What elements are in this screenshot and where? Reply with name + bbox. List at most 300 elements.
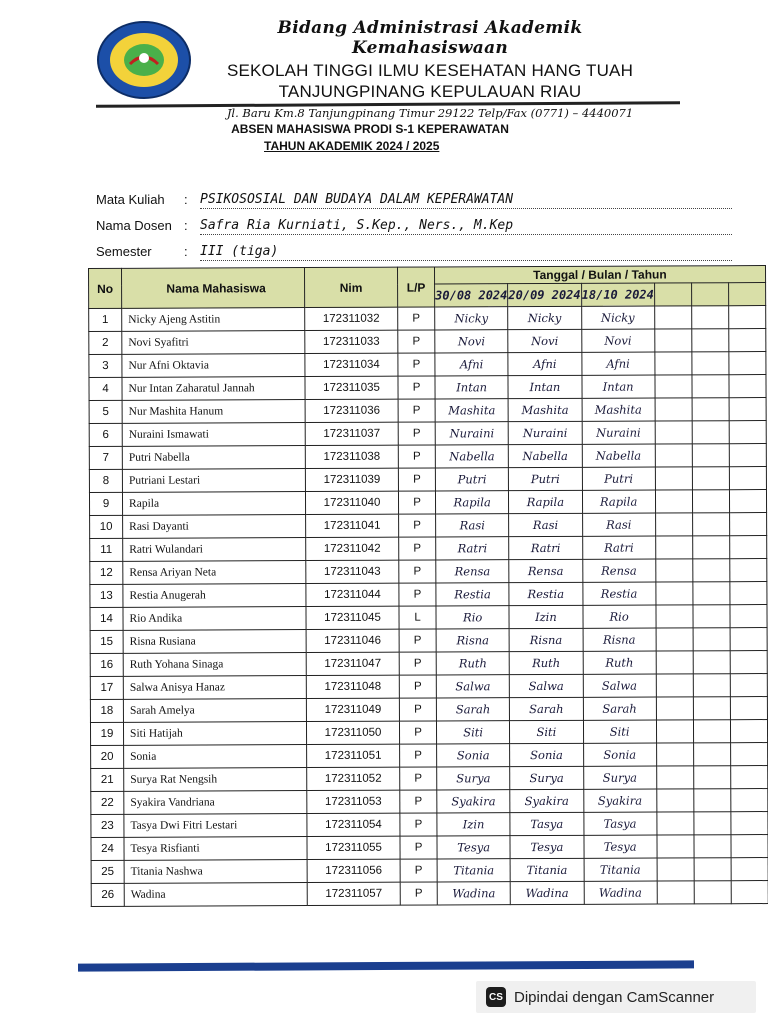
table-row [90,628,767,654]
row-number: 2 [89,331,122,354]
signature-date-2: Wadina [510,881,583,904]
empty-date-6 [729,467,766,490]
signature-date-2: Salwa [510,674,583,697]
table-row [91,858,768,884]
date-5 [691,283,728,306]
row-number: 15 [90,630,123,653]
student-name: Ratri Wulandari [123,538,306,562]
empty-date-4 [655,421,692,444]
semester-colon: : [184,244,188,259]
empty-date-4 [656,720,693,743]
col-lp-header: L/P [397,267,434,307]
empty-date-4 [655,329,692,352]
row-number: 16 [90,653,123,676]
student-name: Salwa Anisya Hanaz [123,676,306,700]
signature-date-1: Ruth [436,652,509,675]
empty-date-4 [656,651,693,674]
signature-date-2: Syakira [510,789,583,812]
student-gender: P [398,330,435,353]
row-number: 26 [91,883,124,906]
semester-row [96,244,279,259]
row-number: 6 [89,423,122,446]
row-number: 12 [90,561,123,584]
signature-date-2: Surya [510,766,583,789]
empty-date-4 [656,605,693,628]
lecturer-label: Nama Dosen [96,218,172,233]
signature-date-1: Siti [436,721,509,744]
student-name: Ruth Yohana Sinaga [123,653,306,677]
signature-date-1: Surya [437,767,510,790]
table-row [91,835,768,861]
empty-date-5 [692,467,729,490]
student-nim: 172311050 [306,721,399,744]
date-3: 18/10 2024 [581,283,654,306]
student-gender: P [400,767,437,790]
table-row [89,375,766,401]
student-nim: 172311053 [307,790,400,813]
student-nim: 172311034 [305,353,398,376]
attendance-rows [89,306,768,907]
student-nim: 172311037 [305,422,398,445]
signature-date-1: Rio [436,606,509,629]
row-number: 8 [89,469,122,492]
signature-date-2: Rensa [509,559,582,582]
empty-date-4 [657,812,694,835]
empty-date-5 [694,881,731,904]
student-gender: P [398,399,435,422]
student-gender: P [398,422,435,445]
empty-date-5 [693,720,730,743]
student-name: Nur Intan Zaharatul Jannah [122,377,305,401]
table-row [91,881,768,907]
student-name: Sarah Amelya [123,699,306,723]
signature-date-1: Rensa [436,560,509,583]
col-dates-header: Tanggal / Bulan / Tahun [434,266,765,284]
bureau-name: Bidang Administrasi Akademik Kemahasiswaan [277,18,583,58]
table-row [90,582,767,608]
student-name: Surya Rat Nengsih [124,768,307,792]
table-row [90,536,767,562]
date-4 [654,283,691,306]
signature-date-2: Intan [508,375,581,398]
signature-date-3: Siti [583,720,656,743]
empty-date-4 [655,375,692,398]
student-nim: 172311049 [306,698,399,721]
student-nim: 172311055 [307,836,400,859]
signature-date-1: Mashita [435,399,508,422]
signature-date-3: Rio [582,605,655,628]
signature-date-1: Ratri [436,537,509,560]
school-name: SEKOLAH TINGGI ILMU KESEHATAN HANG TUAH [226,61,634,80]
empty-date-6 [731,812,768,835]
signature-date-3: Intan [581,375,654,398]
empty-date-4 [656,766,693,789]
signature-date-3: Mashita [582,398,655,421]
signature-date-1: Restia [436,583,509,606]
empty-date-4 [655,536,692,559]
row-number: 3 [89,354,122,377]
student-nim: 172311039 [305,468,398,491]
student-name: Sonia [124,745,307,769]
student-nim: 172311043 [306,560,399,583]
signature-date-1: Izin [437,813,510,836]
empty-date-5 [693,651,730,674]
student-gender: P [399,721,436,744]
student-nim: 172311040 [305,491,398,514]
table-row [90,651,767,677]
empty-date-5 [693,559,730,582]
signature-date-1: Novi [435,330,508,353]
row-number: 18 [90,699,123,722]
student-nim: 172311041 [306,514,399,537]
signature-date-1: Nicky [435,307,508,330]
signature-date-3: Rensa [582,559,655,582]
signature-date-3: Titania [584,858,657,881]
empty-date-4 [655,467,692,490]
signature-date-2: Tesya [510,835,583,858]
signature-date-1: Wadina [437,882,510,905]
empty-date-5 [693,697,730,720]
empty-date-6 [729,490,766,513]
signature-date-3: Risna [583,628,656,651]
row-number: 13 [90,584,123,607]
student-gender: P [399,698,436,721]
col-no-header: No [89,268,122,308]
table-row [91,743,768,769]
student-nim: 172311042 [306,537,399,560]
student-gender: P [399,652,436,675]
table-row [89,398,766,424]
empty-date-4 [655,398,692,421]
signature-date-1: Sonia [437,744,510,767]
student-gender: P [398,491,435,514]
student-gender: P [398,445,435,468]
empty-date-6 [731,881,768,904]
empty-date-4 [657,881,694,904]
empty-date-6 [729,375,766,398]
signature-date-2: Tasya [510,812,583,835]
signature-date-2: Rapila [509,490,582,513]
scan-edge-bar [78,960,694,971]
student-nim: 172311045 [306,606,399,629]
empty-date-6 [730,743,767,766]
signature-date-3: Tesya [583,835,656,858]
empty-date-4 [657,835,694,858]
signature-date-1: Titania [437,859,510,882]
empty-date-4 [656,582,693,605]
signature-date-3: Nuraini [582,421,655,444]
student-name: Nuraini Ismawati [122,423,305,447]
row-number: 24 [91,837,124,860]
academic-year: TAHUN AKADEMIK 2024 / 2025 [264,139,440,153]
empty-date-4 [655,513,692,536]
empty-date-4 [656,674,693,697]
empty-date-4 [656,628,693,651]
student-nim: 172311047 [306,652,399,675]
signature-date-1: Putri [435,468,508,491]
signature-date-1: Risna [436,629,509,652]
camscanner-text: Dipindai dengan CamScanner [514,988,715,1006]
table-row [89,421,766,447]
signature-date-1: Afni [435,353,508,376]
student-name: Rio Andika [123,607,306,631]
table-row [89,306,766,332]
course-label: Mata Kuliah [96,192,165,207]
empty-date-6 [729,444,766,467]
student-nim: 172311048 [306,675,399,698]
student-gender: P [399,629,436,652]
date-6 [728,283,765,306]
empty-date-4 [655,444,692,467]
empty-date-5 [694,812,731,835]
student-gender: P [398,468,435,491]
lecturer-value: Safra Ria Kurniati, S.Kep., Ners., M.Kep [200,218,732,235]
signature-date-2: Rasi [509,513,582,536]
signature-date-3: Putri [582,467,655,490]
student-gender: P [399,537,436,560]
course-row [96,192,514,207]
table-row [89,352,766,378]
col-name-header: Nama Mahasiswa [122,268,305,309]
empty-date-5 [693,674,730,697]
table-row [89,490,766,516]
student-nim: 172311036 [305,399,398,422]
student-name: Siti Hatijah [123,722,306,746]
empty-date-6 [728,306,765,329]
student-name: Syakira Vandriana [124,791,307,815]
empty-date-4 [657,858,694,881]
camscanner-icon: CS [486,987,506,1007]
signature-date-1: Salwa [436,675,509,698]
signature-date-3: Ruth [583,651,656,674]
table-row [90,720,767,746]
signature-date-3: Restia [582,582,655,605]
row-number: 11 [90,538,123,561]
table-row [89,329,766,355]
empty-date-6 [730,559,767,582]
student-gender: P [400,744,437,767]
student-gender: L [399,606,436,629]
student-nim: 172311051 [307,744,400,767]
col-nim-header: Nim [305,267,398,307]
empty-date-6 [730,697,767,720]
signature-date-1: Rapila [435,491,508,514]
signature-date-2: Siti [510,720,583,743]
signature-date-2: Nicky [508,306,581,329]
student-nim: 172311044 [306,583,399,606]
empty-date-5 [693,766,730,789]
empty-date-4 [657,789,694,812]
empty-date-6 [730,605,767,628]
school-address: Jl. Baru Km.8 Tanjungpinang Timur 29122 Telp/Fax (0771) – 4440071 [226,106,634,120]
empty-date-6 [730,720,767,743]
signature-date-2: Izin [509,605,582,628]
student-gender: P [398,353,435,376]
signature-date-1: Tesya [437,836,510,859]
date-2: 20/09 2024 [508,283,581,306]
student-name: Putri Nabella [122,446,305,470]
signature-date-2: Sarah [510,697,583,720]
empty-date-6 [730,766,767,789]
table-row [90,697,767,723]
attendance-table [88,265,768,907]
row-number: 25 [91,860,124,883]
row-number: 10 [90,515,123,538]
semester-value: III (tiga) [200,244,732,261]
signature-date-3: Afni [581,352,654,375]
empty-date-5 [692,352,729,375]
table-row [90,559,767,585]
empty-date-4 [656,743,693,766]
student-gender: P [400,790,437,813]
student-name: Tasya Dwi Fitri Lestari [124,814,307,838]
empty-date-4 [655,490,692,513]
empty-date-6 [729,513,766,536]
signature-date-1: Nuraini [435,422,508,445]
empty-date-4 [655,352,692,375]
student-name: Rasi Dayanti [123,515,306,539]
camscanner-watermark [476,981,756,1013]
student-name: Novi Syafitri [122,331,305,355]
student-gender: P [398,307,435,330]
signature-date-2: Afni [508,352,581,375]
empty-date-5 [692,421,729,444]
empty-date-5 [692,536,729,559]
table-row [90,674,767,700]
signature-date-1: Nabella [435,445,508,468]
institution-logo-icon [96,20,192,100]
empty-date-5 [692,490,729,513]
table-row [91,789,768,815]
empty-date-6 [731,835,768,858]
student-nim: 172311032 [305,307,398,330]
signature-date-3: Novi [581,329,654,352]
signature-date-3: Salwa [583,674,656,697]
student-name: Nur Afni Oktavia [122,354,305,378]
signature-date-2: Sonia [510,743,583,766]
signature-date-2: Titania [510,858,583,881]
school-region: TANJUNGPINANG KEPULAUAN RIAU [278,82,582,101]
row-number: 22 [91,791,124,814]
lecturer-row [96,218,514,233]
signature-date-3: Ratri [582,536,655,559]
student-gender: P [399,583,436,606]
table-row [89,444,766,470]
table-row [90,605,767,631]
row-number: 23 [91,814,124,837]
empty-date-6 [731,858,768,881]
empty-date-5 [692,513,729,536]
student-name: Nur Mashita Hanum [122,400,305,424]
empty-date-5 [692,329,729,352]
empty-date-6 [731,789,768,812]
empty-date-6 [729,329,766,352]
empty-date-5 [693,582,730,605]
row-number: 14 [90,607,123,630]
student-name: Risna Rusiana [123,630,306,654]
document-title: ABSEN MAHASISWA PRODI S-1 KEPERAWATAN [231,122,509,136]
signature-date-3: Sarah [583,697,656,720]
signature-date-3: Sonia [583,743,656,766]
student-nim: 172311057 [307,882,400,905]
student-nim: 172311052 [307,767,400,790]
signature-date-2: Putri [509,467,582,490]
course-colon: : [184,192,188,207]
row-number: 7 [89,446,122,469]
signature-date-3: Surya [583,766,656,789]
table-row [89,467,766,493]
empty-date-4 [654,306,691,329]
empty-date-4 [656,697,693,720]
course-value: PSIKOSOSIAL DAN BUDAYA DALAM KEPERAWATAN [200,192,732,209]
row-number: 19 [90,722,123,745]
student-gender: P [400,859,437,882]
empty-date-6 [730,651,767,674]
signature-date-2: Risna [509,628,582,651]
student-gender: P [399,675,436,698]
empty-date-5 [693,743,730,766]
row-number: 17 [90,676,123,699]
table-row [91,766,768,792]
table-row [91,812,768,838]
student-name: Rensa Ariyan Neta [123,561,306,585]
lecturer-colon: : [184,218,188,233]
empty-date-5 [692,375,729,398]
student-nim: 172311035 [305,376,398,399]
row-number: 21 [91,768,124,791]
signature-date-3: Tasya [583,812,656,835]
empty-date-6 [730,582,767,605]
signature-date-3: Wadina [584,881,657,904]
empty-date-5 [694,858,731,881]
empty-date-5 [692,398,729,421]
empty-date-6 [730,628,767,651]
row-number: 9 [89,492,122,515]
signature-date-2: Mashita [508,398,581,421]
signature-date-1: Intan [435,376,508,399]
row-number: 4 [89,377,122,400]
student-name: Wadina [124,883,307,907]
empty-date-6 [729,352,766,375]
student-nim: 172311054 [307,813,400,836]
signature-date-3: Nicky [581,306,654,329]
student-nim: 172311033 [305,330,398,353]
student-name: Tesya Risfianti [124,837,307,861]
empty-date-6 [729,536,766,559]
table-row [90,513,767,539]
student-gender: P [400,836,437,859]
signature-date-2: Nuraini [508,421,581,444]
student-name: Putriani Lestari [122,469,305,493]
signature-date-1: Syakira [437,790,510,813]
signature-date-2: Novi [508,329,581,352]
student-name: Rapila [122,492,305,516]
signature-date-3: Nabella [582,444,655,467]
signature-date-3: Syakira [583,789,656,812]
empty-date-6 [730,674,767,697]
signature-date-3: Rasi [582,513,655,536]
empty-date-5 [691,306,728,329]
student-gender: P [400,813,437,836]
student-nim: 172311038 [305,445,398,468]
signature-date-2: Restia [509,582,582,605]
student-nim: 172311056 [307,859,400,882]
signature-date-2: Ratri [509,536,582,559]
row-number: 5 [89,400,122,423]
empty-date-5 [694,835,731,858]
date-1: 30/08 2024 [435,284,508,307]
row-number: 20 [91,745,124,768]
